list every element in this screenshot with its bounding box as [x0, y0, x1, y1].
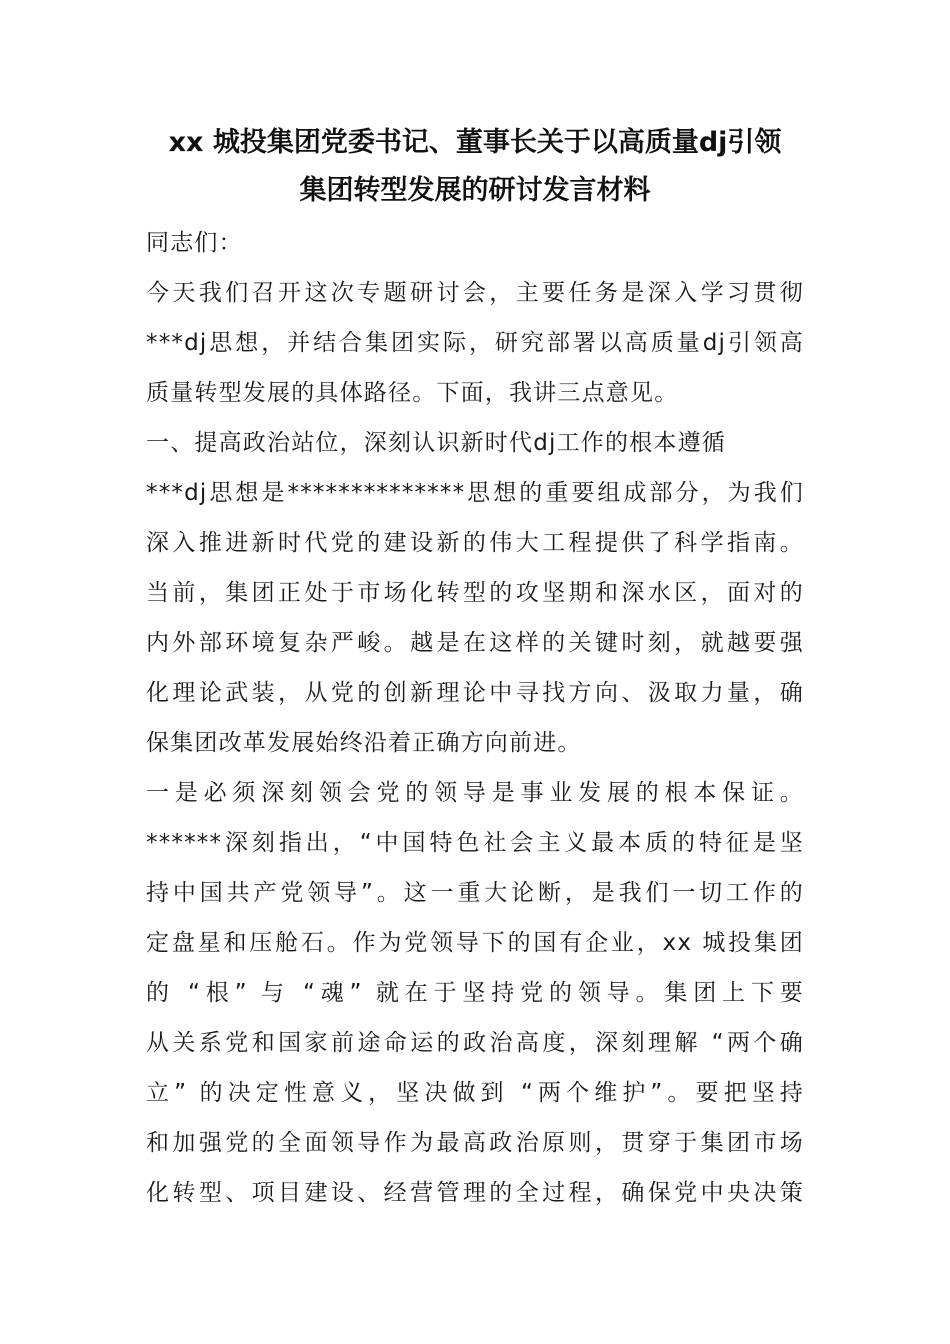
paragraph-line: 化转型、项目建设、经营管理的全过程，确保党中央决策	[146, 1180, 804, 1206]
document-title-line-2: 集团转型发展的研讨发言材料	[299, 175, 651, 206]
paragraph-line: 和加强党的全面领导作为最高政治原则，贯穿于集团市场	[146, 1130, 804, 1156]
section-heading-1: 一、提高政治站位，深刻认识新时代dj工作的根本遵循	[146, 430, 726, 456]
sub-point-heading: 一是必须深刻领会党的领导是事业发展的根本保证。	[146, 780, 804, 806]
paragraph-line: 深入推进新时代党的建设新的伟大工程提供了科学指南。	[146, 530, 804, 556]
paragraph-line: ******深刻指出，“中国特色社会主义最本质的特征是坚	[146, 830, 804, 856]
paragraph-line: 质量转型发展的具体路径。下面，我讲三点意见。	[146, 380, 679, 406]
paragraph-line: ***dj思想，并结合集团实际，研究部署以高质量dj引领高	[146, 330, 804, 356]
paragraph-line: 保集团改革发展始终沿着正确方向前进。	[146, 730, 582, 756]
salutation: 同志们：	[146, 230, 243, 256]
paragraph-line: 从关系党和国家前途命运的政治高度，深刻理解 “两个确	[146, 1030, 804, 1056]
paragraph-line: 的 “根” 与 “魂” 就在于坚持党的领导。集团上下要	[146, 980, 804, 1006]
paragraph-line: ***dj思想是**************思想的重要组成部分，为我们	[146, 480, 804, 506]
paragraph-line: 化理论武装，从党的创新理论中寻找方向、汲取力量，确	[146, 680, 804, 706]
paragraph-line: 定盘星和压舱石。作为党领导下的国有企业，xx 城投集团	[146, 930, 804, 956]
paragraph-line: 今天我们召开这次专题研讨会，主要任务是深入学习贯彻	[146, 280, 804, 306]
paragraph-line: 当前，集团正处于市场化转型的攻坚期和深水区，面对的	[146, 580, 804, 606]
paragraph-line: 持中国共产党领导”。这一重大论断，是我们一切工作的	[146, 880, 804, 906]
paragraph-line: 立” 的决定性意义，坚决做到 “两个维护”。要把坚持	[146, 1080, 804, 1106]
document-title-line-1: xx 城投集团党委书记、董事长关于以高质量dj引领	[168, 127, 782, 158]
paragraph-line: 内外部环境复杂严峻。越是在这样的关键时刻，就越要强	[146, 630, 804, 656]
